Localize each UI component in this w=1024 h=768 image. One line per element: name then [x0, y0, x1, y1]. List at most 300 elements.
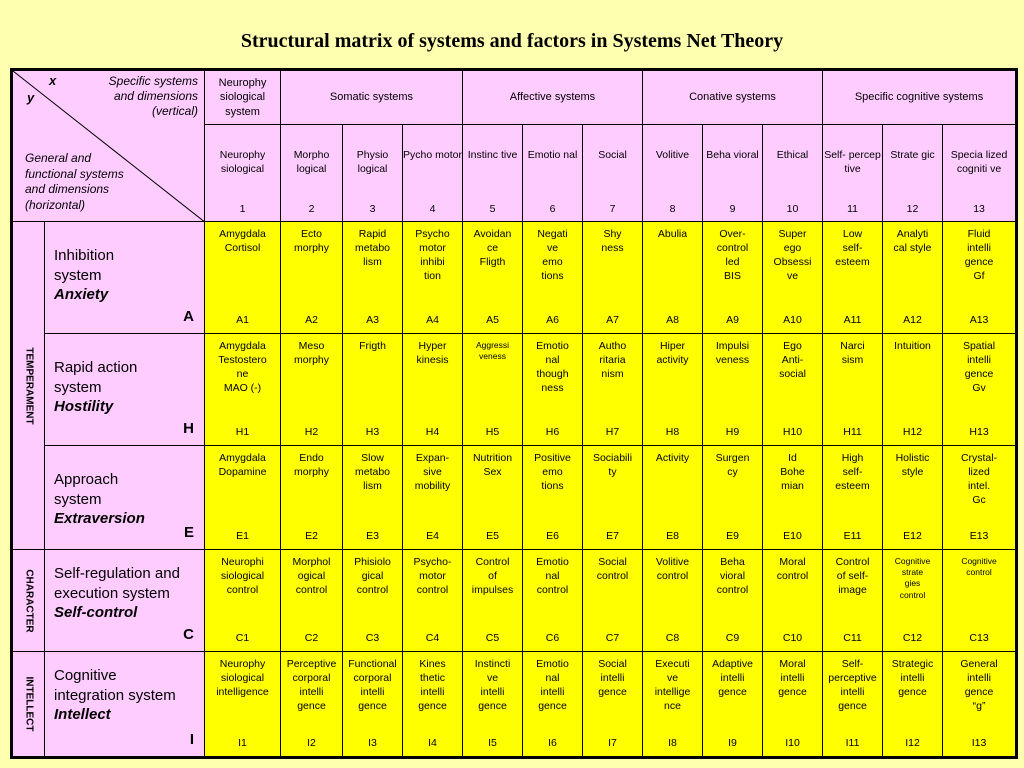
row-trait: Intellect: [54, 706, 111, 723]
cell-wrap: [823, 550, 882, 651]
matrix-cell: [523, 222, 583, 334]
cell-code: C11: [843, 632, 862, 645]
matrix-cell: [281, 446, 343, 550]
cell-text: Instincti ve intelli gence: [474, 658, 511, 712]
matrix-cell: [523, 334, 583, 446]
cell-wrap: [763, 550, 822, 651]
row-letter: C: [183, 626, 194, 644]
cell-text: High self- esteem: [835, 452, 870, 492]
cell-code: A6: [546, 314, 559, 327]
cell-wrap: [943, 222, 1015, 333]
cell-text: Psycho- motor control: [413, 556, 452, 596]
cell-wrap: [763, 446, 822, 549]
subheader-wrap: [643, 125, 702, 221]
cell-text: Positive emo tions: [534, 452, 571, 492]
group-header-somatic: Somatic systems: [281, 70, 463, 125]
category-label: CHARACTER: [23, 568, 35, 633]
matrix-cell: [943, 222, 1017, 334]
specific-systems-label: Specific systems and dimensions (vertical): [108, 74, 198, 118]
subheader-12: [883, 125, 943, 222]
matrix-cell: [463, 550, 523, 652]
cell-wrap: [643, 550, 702, 651]
cell-code: H13: [969, 426, 989, 439]
matrix-cell: [823, 652, 883, 758]
cell-text: Holistic style: [895, 452, 930, 478]
cell-code: C4: [425, 632, 440, 645]
matrix-cell: [583, 446, 643, 550]
matrix-cell: [943, 446, 1017, 550]
matrix-cell: [883, 652, 943, 758]
cell-text: Meso morphy: [293, 340, 329, 366]
cell-text: Morphol ogical control: [292, 556, 331, 596]
cell-code: A13: [969, 314, 989, 327]
matrix-cell: [281, 550, 343, 652]
row-name: Rapid action system Hostility: [54, 359, 138, 415]
cell-wrap: [643, 222, 702, 333]
cell-text: Self- perceptive intelli gence: [828, 658, 877, 712]
category-label: INTELLECT: [23, 676, 35, 732]
cell-code: I2: [307, 737, 316, 750]
subheader-label: Ethical: [776, 149, 809, 161]
general-systems-label: General and functional systems and dimensions (horizontal): [25, 151, 124, 212]
matrix-cell: [281, 652, 343, 758]
row-trait: Extraversion: [54, 510, 145, 527]
cell-text: Id Bohe mian: [780, 452, 805, 492]
matrix-cell: [823, 446, 883, 550]
cell-text: Adaptive intelli gence: [712, 658, 753, 698]
cell-code: H4: [425, 426, 440, 439]
subheader-7: [583, 125, 643, 222]
matrix-cell: [823, 550, 883, 652]
subheader-number: 11: [847, 203, 858, 216]
cell-code: A11: [843, 314, 862, 327]
cell-code: E6: [546, 530, 559, 543]
subheader-5: [463, 125, 523, 222]
matrix-cell: [403, 550, 463, 652]
cell-wrap: [403, 652, 462, 756]
cell-text: Low self- esteem: [835, 228, 870, 268]
cell-code: H11: [843, 426, 862, 439]
cell-wrap: [463, 652, 522, 756]
cell-wrap: [703, 222, 762, 333]
cell-code: H8: [665, 426, 680, 439]
matrix-cell: [281, 222, 343, 334]
row-letter: E: [183, 524, 194, 542]
row-trait: Hostility: [54, 398, 114, 415]
subheader-wrap: [281, 125, 342, 221]
cell-text: Activity: [655, 452, 690, 464]
cell-text: Phisiolo gical control: [354, 556, 391, 596]
matrix-cell: [343, 222, 403, 334]
subheader-1: [205, 125, 281, 222]
cell-wrap: [583, 222, 642, 333]
cell-wrap: [583, 652, 642, 756]
subheader-3: [343, 125, 403, 222]
cell-text: Ego Anti- social: [779, 340, 806, 380]
group-header-conative: Conative systems: [643, 70, 823, 125]
matrix-cell: [343, 550, 403, 652]
matrix-cell: [703, 446, 763, 550]
matrix-cell: [583, 222, 643, 334]
row-header-h: [45, 334, 205, 446]
cell-text: Slow metabo lism: [354, 452, 391, 492]
cell-text: Social control: [596, 556, 629, 582]
cell-wrap: [281, 222, 342, 333]
cell-text: Hyper kinesis: [416, 340, 449, 366]
cell-code: H9: [725, 426, 740, 439]
cell-code: C1: [235, 632, 250, 645]
cell-code: I4: [428, 737, 437, 750]
cell-code: I1: [238, 737, 247, 750]
cell-wrap: [763, 334, 822, 445]
cell-wrap: [943, 446, 1015, 549]
cell-text: Frigth: [359, 340, 386, 352]
matrix-cell: [205, 652, 281, 758]
cell-text: Intuition: [894, 340, 931, 352]
cell-text: Perceptive corporal intelli gence: [286, 658, 337, 712]
subheader-number: 5: [489, 203, 496, 216]
cell-wrap: [463, 550, 522, 651]
matrix-cell: [643, 652, 703, 758]
subheader-label: Social: [598, 149, 627, 161]
cell-text: Amygdala Dopamine: [218, 452, 267, 478]
cell-code: I5: [488, 737, 497, 750]
row-header-e: [45, 446, 205, 550]
cell-text: Rapid metabo lism: [354, 228, 391, 268]
matrix-cell: [883, 446, 943, 550]
subheader-label: Emotio nal: [527, 149, 578, 161]
cell-wrap: [643, 334, 702, 445]
cell-code: A2: [305, 314, 318, 327]
cell-code: E7: [606, 530, 619, 543]
cell-text: Neurophi siological control: [220, 556, 265, 596]
cell-text: Surgen cy: [715, 452, 750, 478]
cell-text: Sociabili ty: [592, 452, 633, 478]
cell-wrap: [943, 334, 1015, 445]
cell-code: E12: [903, 530, 922, 543]
matrix-cell: [463, 334, 523, 446]
row-letter: H: [183, 420, 194, 438]
cell-code: I3: [368, 737, 377, 750]
matrix-cell: [943, 550, 1017, 652]
cell-text: Aggressi veness: [475, 340, 510, 362]
cell-wrap: [883, 652, 942, 756]
subheader-wrap: [763, 125, 822, 221]
x-axis-label: x: [49, 73, 57, 88]
matrix-cell: [463, 652, 523, 758]
matrix-cell: [703, 334, 763, 446]
subheader-label: Volitive: [655, 149, 690, 161]
matrix-cell: [703, 222, 763, 334]
cell-text: Super ego Obsessi ve: [773, 228, 812, 282]
cell-wrap: [883, 222, 942, 333]
cell-code: H12: [902, 426, 923, 439]
cell-wrap: [205, 222, 280, 333]
subheader-wrap: [403, 125, 462, 221]
cell-text: Cognitive strate gies control: [894, 556, 931, 600]
cell-code: C9: [725, 632, 740, 645]
cell-wrap: [343, 334, 402, 445]
subheader-2: [281, 125, 343, 222]
category-label: TEMPERAMENT: [23, 346, 35, 425]
cell-code: H6: [545, 426, 560, 439]
subheader-label: Physio logical: [356, 149, 389, 175]
subheader-wrap: [943, 125, 1015, 221]
cell-text: Emotio nal though ness: [536, 340, 569, 394]
cell-wrap: [281, 550, 342, 651]
cell-wrap: [523, 222, 582, 333]
subheader-number: 9: [729, 203, 736, 216]
cell-text: Hiper activity: [656, 340, 689, 366]
row-trait: Anxiety: [54, 286, 109, 303]
cell-code: E10: [783, 530, 802, 543]
cell-code: E4: [426, 530, 439, 543]
subheader-number: 8: [669, 203, 676, 216]
cell-text: Avoidan ce Fligth: [473, 228, 512, 268]
y-axis-label: y: [27, 90, 35, 105]
cell-code: A4: [426, 314, 439, 327]
cell-wrap: [823, 446, 882, 549]
subheader-11: [823, 125, 883, 222]
cell-wrap: [523, 550, 582, 651]
matrix-cell: [823, 222, 883, 334]
cell-code: C10: [782, 632, 803, 645]
cell-code: I11: [845, 737, 860, 750]
cell-code: E11: [843, 530, 862, 543]
cell-wrap: [403, 222, 462, 333]
cell-wrap: [583, 446, 642, 549]
cell-wrap: [463, 446, 522, 549]
cell-wrap: [523, 446, 582, 549]
subheader-label: Beha vioral: [706, 149, 759, 161]
cell-text: Moral intelli gence: [778, 658, 807, 698]
matrix-cell: [403, 334, 463, 446]
category-intellect: [12, 652, 45, 758]
cell-wrap: [883, 334, 942, 445]
cell-text: Executi ve intellige nce: [654, 658, 691, 712]
subheader-number: 7: [609, 203, 616, 216]
matrix-cell: [763, 652, 823, 758]
cell-code: H10: [782, 426, 803, 439]
cell-code: H1: [235, 426, 250, 439]
cell-wrap: [823, 222, 882, 333]
cell-code: A10: [783, 314, 802, 327]
matrix-cell: [643, 334, 703, 446]
table-row: [12, 550, 1017, 652]
cell-text: Impulsi veness: [715, 340, 750, 366]
cell-text: Emotio nal intelli gence: [536, 658, 569, 712]
cell-code: E1: [236, 530, 249, 543]
cell-code: H5: [485, 426, 500, 439]
subheader-label: Pycho motor: [403, 149, 462, 161]
category-temperament: [12, 222, 45, 550]
matrix-cell: [463, 222, 523, 334]
cell-text: Psycho motor inhibi tion: [415, 228, 450, 282]
cell-code: A7: [606, 314, 619, 327]
subheader-number: 10: [786, 203, 799, 216]
cell-text: Autho ritaria nism: [598, 340, 627, 380]
matrix-cell: [763, 446, 823, 550]
cell-code: E9: [726, 530, 739, 543]
subheader-4: [403, 125, 463, 222]
cell-text: Social intelli gence: [598, 658, 627, 698]
matrix-cell: [823, 334, 883, 446]
subheader-wrap: [883, 125, 942, 221]
row-letter: A: [183, 308, 194, 326]
cell-code: C2: [304, 632, 319, 645]
cell-code: E5: [486, 530, 499, 543]
table-row: [12, 652, 1017, 758]
cell-text: General intelli gence “g”: [960, 658, 998, 712]
cell-wrap: [703, 446, 762, 549]
matrix-cell: [703, 550, 763, 652]
subheader-number: 1: [239, 203, 246, 216]
cell-code: C3: [365, 632, 380, 645]
cell-wrap: [205, 334, 280, 445]
cell-text: Crystal- lized intel. Gc: [960, 452, 998, 506]
cell-text: Beha vioral control: [716, 556, 749, 596]
table-row: [12, 334, 1017, 446]
cell-text: Endo morphy: [293, 452, 329, 478]
cell-wrap: [583, 550, 642, 651]
cell-wrap: [703, 550, 762, 651]
subheader-number: 13: [973, 203, 985, 216]
subheader-wrap: [343, 125, 402, 221]
matrix-cell: [583, 550, 643, 652]
matrix-cell: [583, 652, 643, 758]
row-name: Cognitive integration system Intellect: [54, 667, 176, 723]
cell-wrap: [943, 550, 1015, 651]
cell-code: I7: [608, 737, 617, 750]
cell-wrap: [763, 652, 822, 756]
matrix-cell: [463, 446, 523, 550]
corner-cell: [12, 70, 205, 222]
cell-code: C13: [969, 632, 989, 645]
cell-code: E8: [666, 530, 679, 543]
cell-text: Strategic intelli gence: [891, 658, 934, 698]
matrix-cell: [883, 222, 943, 334]
group-header-neurophysiological: Neurophy siological system: [205, 70, 281, 125]
cell-wrap: [205, 550, 280, 651]
cell-wrap: [343, 550, 402, 651]
cell-code: E2: [305, 530, 318, 543]
matrix-cell: [523, 446, 583, 550]
matrix-cell: [883, 550, 943, 652]
row-name: Self-regulation and execution system Self-control: [54, 565, 180, 621]
cell-code: A3: [366, 314, 379, 327]
cell-code: A5: [486, 314, 499, 327]
row-header-i: [45, 652, 205, 758]
category-character: [12, 550, 45, 652]
cell-wrap: [403, 334, 462, 445]
group-header-cognitive: Specific cognitive systems: [823, 70, 1017, 125]
cell-code: I8: [668, 737, 677, 750]
cell-text: Over- control led BIS: [716, 228, 749, 282]
cell-text: Abulia: [657, 228, 688, 240]
matrix-cell: [583, 334, 643, 446]
cell-text: Shy ness: [601, 228, 624, 254]
cell-wrap: [883, 550, 942, 651]
cell-text: Emotio nal control: [536, 556, 569, 596]
cell-text: Fluid intelli gence Gf: [964, 228, 994, 282]
cell-text: Cognitive control: [961, 556, 997, 578]
matrix-cell: [943, 652, 1017, 758]
cell-wrap: [883, 446, 942, 549]
matrix-cell: [763, 334, 823, 446]
cell-code: E13: [969, 530, 989, 543]
matrix-cell: [703, 652, 763, 758]
cell-text: Expan- sive mobility: [414, 452, 451, 492]
matrix-cell: [343, 334, 403, 446]
cell-wrap: [403, 446, 462, 549]
cell-text: Control of impulses: [471, 556, 514, 596]
cell-text: Functional corporal intelli gence: [348, 658, 397, 712]
subheader-wrap: [523, 125, 582, 221]
cell-wrap: [463, 222, 522, 333]
cell-text: Amygdala Cortisol: [219, 228, 266, 254]
cell-text: Analyti cal style: [893, 228, 932, 254]
matrix-cell: [883, 334, 943, 446]
matrix-cell: [403, 222, 463, 334]
cell-code: H3: [365, 426, 380, 439]
subheader-label: Instinc tive: [467, 149, 518, 161]
matrix-cell: [343, 652, 403, 758]
cell-text: Amygdala Testostero ne MAO (-): [218, 340, 267, 394]
subheader-10: [763, 125, 823, 222]
cell-wrap: [523, 334, 582, 445]
cell-wrap: [943, 652, 1015, 756]
subheader-13: [943, 125, 1017, 222]
cell-wrap: [281, 652, 342, 756]
cell-text: Control of self- image: [835, 556, 870, 596]
cell-wrap: [403, 550, 462, 651]
matrix-cell: [343, 446, 403, 550]
cell-text: Narci sism: [840, 340, 865, 366]
cell-wrap: [643, 652, 702, 756]
matrix-cell: [643, 446, 703, 550]
matrix-cell: [523, 652, 583, 758]
matrix-cell: [205, 446, 281, 550]
cell-code: C6: [545, 632, 560, 645]
cell-text: Spatial intelli gence Gv: [962, 340, 996, 394]
matrix-cell: [943, 334, 1017, 446]
cell-code: I13: [971, 737, 987, 750]
matrix-cell: [763, 222, 823, 334]
cell-code: A12: [903, 314, 922, 327]
cell-wrap: [343, 222, 402, 333]
matrix-cell: [281, 334, 343, 446]
cell-text: Volitive control: [655, 556, 690, 582]
cell-text: Nutrition Sex: [472, 452, 513, 478]
matrix-cell: [403, 652, 463, 758]
cell-wrap: [703, 652, 762, 756]
cell-code: E3: [366, 530, 379, 543]
subheader-number: 4: [429, 203, 436, 216]
cell-text: Kines thetic intelli gence: [418, 658, 447, 712]
cell-code: C5: [485, 632, 500, 645]
cell-code: C8: [665, 632, 680, 645]
matrix-cell: [643, 222, 703, 334]
subheader-label: Morpho logical: [293, 149, 330, 175]
cell-code: A9: [726, 314, 739, 327]
cell-wrap: [281, 334, 342, 445]
matrix-cell: [205, 222, 281, 334]
cell-wrap: [205, 652, 280, 756]
subheader-number: 12: [906, 203, 919, 216]
cell-text: Moral control: [776, 556, 809, 582]
cell-code: H2: [304, 426, 319, 439]
table-row: [12, 446, 1017, 550]
